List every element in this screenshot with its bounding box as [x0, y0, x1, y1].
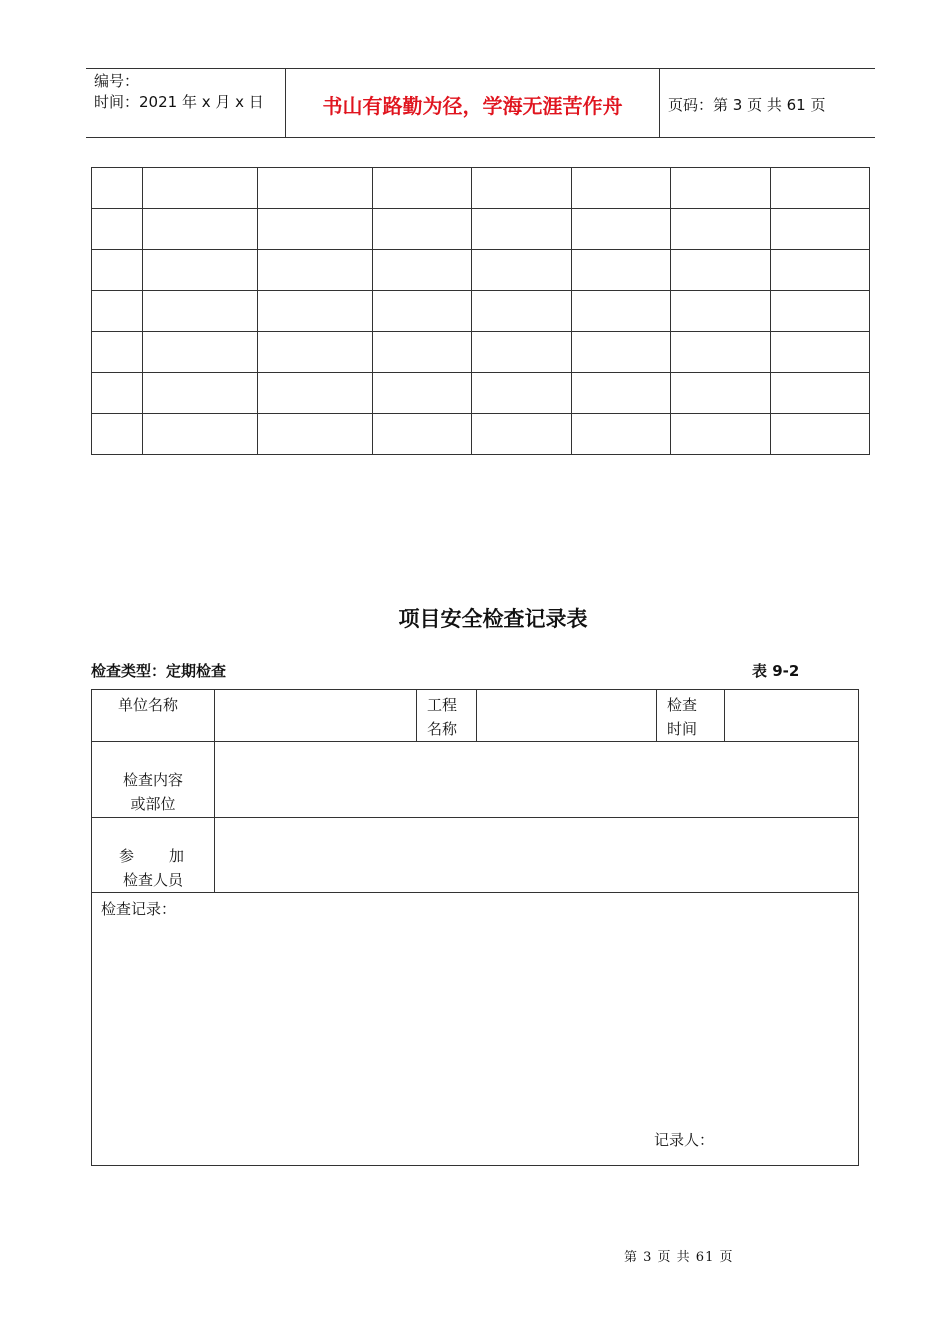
form-row-record [92, 893, 859, 1166]
project-name-field[interactable] [477, 690, 657, 742]
form-row-content [92, 742, 859, 818]
project-name-label-line2: 名称 [427, 720, 458, 738]
participants-label-char-a: 参 [119, 847, 135, 865]
table-row [92, 414, 870, 455]
inspection-record-form [91, 689, 859, 1166]
table-row [92, 291, 870, 332]
table-row [92, 168, 870, 209]
unit-name-field[interactable] [215, 690, 417, 742]
participants-label-char-b: 加 [168, 847, 184, 865]
content-field[interactable] [215, 742, 859, 818]
record-label: 检查记录： [101, 900, 177, 918]
page-footer: 第 3 页 共 61 页 [624, 1250, 734, 1265]
participants-field[interactable] [215, 818, 859, 893]
header-divider [659, 69, 660, 137]
table-row [92, 332, 870, 373]
header-page-info: 页码：第 3 页 共 61 页 [668, 96, 826, 114]
project-name-label-line1: 工程 [427, 696, 458, 714]
inspect-time-label [657, 690, 725, 742]
inspection-type: 检查类型：定期检查 [91, 662, 227, 680]
participants-label-line1 [92, 844, 214, 868]
form-number: 表 9-2 [752, 662, 800, 680]
table-row [92, 250, 870, 291]
record-field[interactable] [92, 893, 859, 1166]
form-title: 项目安全检查记录表 [398, 606, 588, 631]
blank-grid-table [91, 167, 870, 455]
recorder-label: 记录人： [654, 1131, 715, 1149]
document-number-label: 编号： [94, 72, 140, 90]
header-meta [94, 71, 264, 113]
content-label-line1: 检查内容 [122, 771, 183, 789]
participants-label [92, 818, 215, 893]
inspect-time-label-line1: 检查 [667, 696, 698, 714]
table-row [92, 209, 870, 250]
header-motto: 书山有路勤为径，学海无涯苦作舟 [322, 94, 623, 118]
form-row-participants [92, 818, 859, 893]
table-row [92, 373, 870, 414]
content-label-line2: 或部位 [130, 795, 176, 813]
document-date: 时间：2021 年 x 月 x 日 [94, 93, 264, 111]
project-name-label [417, 690, 477, 742]
unit-name-label: 单位名称 [92, 690, 215, 742]
page-header [86, 68, 875, 138]
form-row-basic-info [92, 690, 859, 742]
participants-label-line2: 检查人员 [122, 871, 183, 889]
inspect-time-label-line2: 时间 [667, 720, 698, 738]
inspect-time-field[interactable] [725, 690, 859, 742]
content-label [92, 742, 215, 818]
